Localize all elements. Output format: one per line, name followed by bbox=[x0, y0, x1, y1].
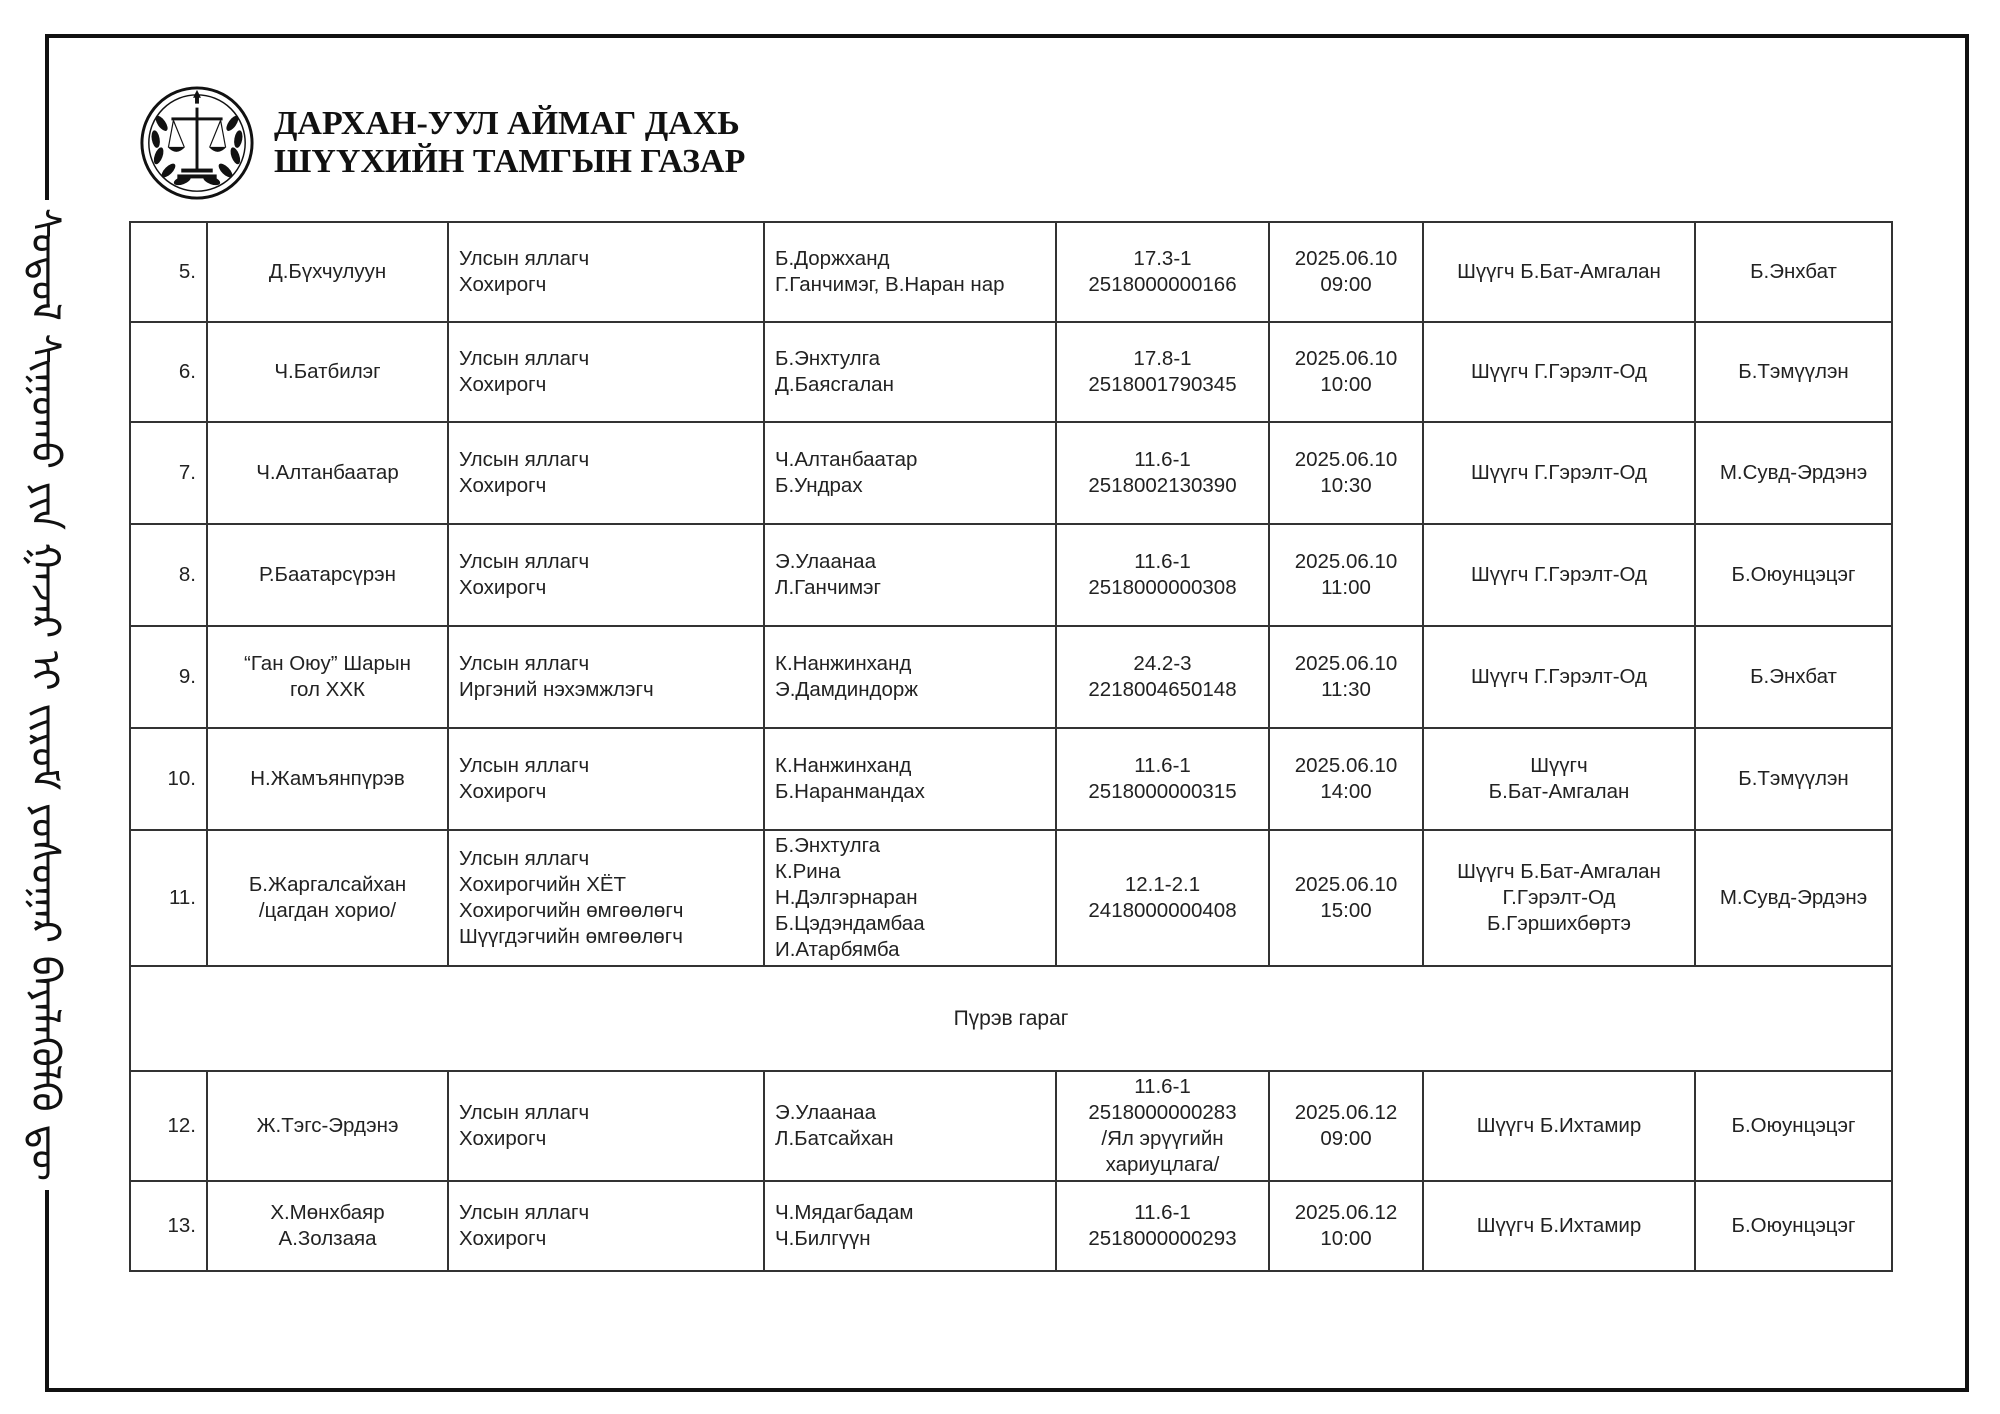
hearing-time-cell bbox=[1269, 830, 1423, 966]
parties-cell-line: К.Рина bbox=[775, 860, 841, 883]
roles-cell-line: Улсын яллагч bbox=[459, 847, 590, 870]
document-header bbox=[138, 84, 745, 202]
roles-cell bbox=[448, 830, 764, 966]
parties-cell-line: К.Нанжинханд bbox=[775, 652, 912, 675]
hearing-time-cell bbox=[1269, 222, 1423, 322]
hearing-time-cell bbox=[1269, 422, 1423, 524]
hearing-time-cell-line: 11:30 bbox=[1321, 678, 1371, 701]
parties-cell-line: Л.Батсайхан bbox=[775, 1127, 894, 1150]
hearing-time-cell-line: 15:00 bbox=[1320, 899, 1372, 922]
parties-cell-line: Б.Цэдэндамбаа bbox=[775, 912, 925, 935]
judge-cell bbox=[1423, 728, 1695, 830]
table-row bbox=[130, 222, 1892, 322]
case-ref-cell bbox=[1056, 1181, 1269, 1271]
case-ref-cell-line: /Ял эрүүгийн bbox=[1101, 1127, 1224, 1150]
judge-cell-line: Шүүгч Г.Гэрэлт-Од bbox=[1470, 563, 1648, 586]
case-ref-cell-line: 17.8-1 bbox=[1133, 347, 1192, 370]
judge-cell-line: Шүүгч bbox=[1530, 754, 1588, 777]
case-ref-cell-line: 2518000000166 bbox=[1088, 273, 1237, 296]
court-name-line-1: ДАРХАН-УУЛ АЙМАГ ДАХЬ bbox=[274, 105, 740, 142]
judge-cell bbox=[1423, 1181, 1695, 1271]
judge-cell-line: Шүүгч Г.Гэрэлт-Од bbox=[1470, 461, 1648, 484]
roles-cell-line: Хохирогч bbox=[459, 780, 547, 803]
judge-cell bbox=[1423, 322, 1695, 422]
case-ref-cell-line: 2218004650148 bbox=[1088, 678, 1237, 701]
case-ref-cell bbox=[1056, 728, 1269, 830]
roles-cell-line: Хохирогч bbox=[459, 474, 547, 497]
case-ref-cell bbox=[1056, 1071, 1269, 1181]
case-ref-cell bbox=[1056, 222, 1269, 322]
hearing-schedule-table bbox=[129, 221, 1893, 1272]
parties-cell-line: Н.Дэлгэрнаран bbox=[775, 886, 918, 909]
case-number-cell: 7. bbox=[130, 422, 207, 524]
hearing-time-cell-line: 2025.06.10 bbox=[1294, 754, 1398, 777]
roles-cell-line: Хохирогч bbox=[459, 373, 547, 396]
case-ref-cell-line: 11.6-1 bbox=[1134, 1201, 1191, 1224]
table-row bbox=[130, 1181, 1892, 1271]
judge-cell bbox=[1423, 830, 1695, 966]
case-ref-cell-line: 2518000000308 bbox=[1088, 576, 1237, 599]
table-row bbox=[130, 1071, 1892, 1181]
hearing-time-cell-line: 2025.06.10 bbox=[1294, 247, 1398, 270]
parties-cell-line: Г.Ганчимэг, В.Наран нар bbox=[775, 273, 1005, 296]
hearing-time-cell-line: 2025.06.12 bbox=[1294, 1101, 1398, 1124]
case-ref-cell-line: 24.2-3 bbox=[1133, 652, 1192, 675]
court-name-line-2: ШҮҮХИЙН ТАМГЫН ГАЗАР bbox=[274, 143, 746, 180]
defendant-cell-line: Х.Мөнхбаяр bbox=[270, 1201, 385, 1224]
judge-cell-line: Шүүгч Г.Гэрэлт-Од bbox=[1470, 360, 1648, 383]
roles-cell bbox=[448, 728, 764, 830]
table-row bbox=[130, 524, 1892, 626]
case-number-cell: 5. bbox=[130, 222, 207, 322]
judge-cell-line: Шүүгч Б.Бат-Амгалан bbox=[1457, 260, 1661, 283]
clerk-cell: М.Сувд-Эрдэнэ bbox=[1695, 830, 1892, 966]
defendant-cell-line: Б.Жаргалсайхан bbox=[248, 873, 407, 896]
case-ref-cell-line: 2518000000293 bbox=[1088, 1227, 1237, 1250]
parties-cell-line: Б.Ундрах bbox=[775, 474, 863, 497]
clerk-cell: Б.Оюунцэцэг bbox=[1695, 524, 1892, 626]
roles-cell-line: Улсын яллагч bbox=[459, 754, 590, 777]
parties-cell bbox=[764, 422, 1056, 524]
defendant-cell bbox=[207, 1071, 448, 1181]
defendant-cell bbox=[207, 322, 448, 422]
roles-cell-line: Хохирогч bbox=[459, 1227, 547, 1250]
defendant-cell-line: Д.Бүхчулуун bbox=[268, 260, 387, 283]
roles-cell-line: Хохирогч bbox=[459, 273, 547, 296]
vertical-mongolian-script bbox=[6, 200, 84, 1190]
hearing-time-cell-line: 14:00 bbox=[1320, 780, 1372, 803]
case-ref-cell-line: 11.6-1 bbox=[1134, 550, 1191, 573]
roles-cell-line: Хохирогчийн өмгөөлөгч bbox=[459, 899, 684, 922]
side-script-text: ᠰᠤᠳᠤᠯ ᠰᠢᠭᠤᠬᠤ ᠶᠢᠨ ᠭᠠᠵᠠᠷ ᠢ ᠵᠢᠷᠤᠮ ᠶᠣᠰᠤᠭᠠᠷ ᠪᠡᠶᠡᠯᠡᠭᠦᠯᠬᠦ ᠳᠦ bbox=[22, 208, 68, 1182]
judge-cell bbox=[1423, 626, 1695, 728]
case-ref-cell-line: 11.6-1 bbox=[1134, 1075, 1191, 1098]
case-number-cell: 8. bbox=[130, 524, 207, 626]
hearing-time-cell bbox=[1269, 728, 1423, 830]
case-ref-cell-line: 11.6-1 bbox=[1134, 754, 1191, 777]
roles-cell-line: Улсын яллагч bbox=[459, 550, 590, 573]
case-ref-cell bbox=[1056, 626, 1269, 728]
judge-cell bbox=[1423, 524, 1695, 626]
roles-cell bbox=[448, 422, 764, 524]
roles-cell bbox=[448, 524, 764, 626]
case-number-cell: 11. bbox=[130, 830, 207, 966]
court-name bbox=[274, 105, 745, 181]
hearing-time-cell-line: 09:00 bbox=[1320, 1127, 1372, 1150]
case-ref-cell-line: 2518002130390 bbox=[1088, 474, 1237, 497]
roles-cell-line: Хохирогчийн ХЁТ bbox=[459, 873, 627, 896]
hearing-time-cell bbox=[1269, 524, 1423, 626]
judge-cell bbox=[1423, 422, 1695, 524]
roles-cell bbox=[448, 1071, 764, 1181]
parties-cell-line: Ч.Мядагбадам bbox=[775, 1201, 914, 1224]
hearing-time-cell-line: 2025.06.10 bbox=[1294, 347, 1398, 370]
parties-cell-line: К.Нанжинханд bbox=[775, 754, 912, 777]
roles-cell-line: Хохирогч bbox=[459, 1127, 547, 1150]
case-ref-cell-line: 17.3-1 bbox=[1133, 247, 1192, 270]
defendant-cell-line: А.Золзаяа bbox=[278, 1227, 377, 1250]
defendant-cell bbox=[207, 524, 448, 626]
roles-cell-line: Иргэний нэхэмжлэгч bbox=[459, 678, 654, 701]
judge-cell-line: Шүүгч Б.Ихтамир bbox=[1476, 1214, 1642, 1237]
defendant-cell-line: Ж.Тэгс-Эрдэнэ bbox=[256, 1114, 399, 1137]
table-row bbox=[130, 422, 1892, 524]
judge-cell-line: Шүүгч Б.Ихтамир bbox=[1476, 1114, 1642, 1137]
day-separator-label: Пүрэв гараг bbox=[130, 966, 1892, 1071]
case-number-cell: 12. bbox=[130, 1071, 207, 1181]
defendant-cell bbox=[207, 422, 448, 524]
table-row bbox=[130, 322, 1892, 422]
hearing-time-cell-line: 2025.06.10 bbox=[1294, 448, 1398, 471]
clerk-cell: Б.Тэмүүлэн bbox=[1695, 322, 1892, 422]
parties-cell bbox=[764, 830, 1056, 966]
judge-cell bbox=[1423, 222, 1695, 322]
roles-cell-line: Улсын яллагч bbox=[459, 347, 590, 370]
judge-cell-line: Б.Гэршихбөртэ bbox=[1487, 912, 1631, 935]
hearing-time-cell-line: 11:00 bbox=[1321, 576, 1371, 599]
defendant-cell-line: Р.Баатарсүрэн bbox=[259, 563, 396, 586]
roles-cell-line: Улсын яллагч bbox=[459, 448, 590, 471]
parties-cell-line: Ч.Алтанбаатар bbox=[775, 448, 918, 471]
hearing-time-cell-line: 10:30 bbox=[1320, 474, 1372, 497]
parties-cell bbox=[764, 1181, 1056, 1271]
parties-cell-line: Ч.Билгүүн bbox=[775, 1227, 871, 1250]
case-ref-cell-line: 11.6-1 bbox=[1134, 448, 1191, 471]
case-number-cell: 13. bbox=[130, 1181, 207, 1271]
clerk-cell: Б.Оюунцэцэг bbox=[1695, 1071, 1892, 1181]
hearing-time-cell-line: 10:00 bbox=[1320, 1227, 1372, 1250]
judge-cell bbox=[1423, 1071, 1695, 1181]
case-ref-cell bbox=[1056, 422, 1269, 524]
roles-cell bbox=[448, 222, 764, 322]
parties-cell-line: Б.Наранмандах bbox=[775, 780, 925, 803]
parties-cell-line: Б.Энхтулга bbox=[775, 347, 881, 370]
judge-cell-line: Б.Бат-Амгалан bbox=[1488, 780, 1630, 803]
clerk-cell: Б.Тэмүүлэн bbox=[1695, 728, 1892, 830]
case-ref-cell bbox=[1056, 524, 1269, 626]
judge-cell-line: Шүүгч Г.Гэрэлт-Од bbox=[1470, 665, 1648, 688]
table-row bbox=[130, 830, 1892, 966]
roles-cell-line: Шүүгдэгчийн өмгөөлөгч bbox=[459, 925, 683, 948]
parties-cell bbox=[764, 322, 1056, 422]
clerk-cell: М.Сувд-Эрдэнэ bbox=[1695, 422, 1892, 524]
case-number-cell: 6. bbox=[130, 322, 207, 422]
roles-cell-line: Хохирогч bbox=[459, 576, 547, 599]
roles-cell-line: Улсын яллагч bbox=[459, 652, 590, 675]
judge-cell-line: Г.Гэрэлт-Од bbox=[1502, 886, 1616, 909]
hearing-time-cell-line: 2025.06.12 bbox=[1294, 1201, 1398, 1224]
hearing-time-cell-line: 09:00 bbox=[1320, 273, 1372, 296]
defendant-cell bbox=[207, 222, 448, 322]
hearing-time-cell-line: 10:00 bbox=[1320, 373, 1372, 396]
parties-cell bbox=[764, 524, 1056, 626]
defendant-cell-line: гол ХХК bbox=[290, 678, 365, 701]
table-row bbox=[130, 728, 1892, 830]
parties-cell-line: Э.Улаанаа bbox=[775, 1101, 876, 1124]
parties-cell bbox=[764, 728, 1056, 830]
defendant-cell bbox=[207, 626, 448, 728]
hearing-time-cell-line: 2025.06.10 bbox=[1294, 652, 1398, 675]
defendant-cell-line: Н.Жамъянпүрэв bbox=[250, 767, 405, 790]
parties-cell bbox=[764, 626, 1056, 728]
hearing-time-cell bbox=[1269, 1071, 1423, 1181]
table-row bbox=[130, 626, 1892, 728]
court-emblem-icon bbox=[138, 84, 256, 202]
parties-cell-line: Б.Энхтулга bbox=[775, 834, 881, 857]
roles-cell bbox=[448, 626, 764, 728]
case-number-cell: 10. bbox=[130, 728, 207, 830]
defendant-cell-line: Ч.Алтанбаатар bbox=[256, 461, 399, 484]
parties-cell bbox=[764, 222, 1056, 322]
clerk-cell: Б.Энхбат bbox=[1695, 222, 1892, 322]
schedule-body bbox=[130, 222, 1892, 1271]
hearing-time-cell-line: 2025.06.10 bbox=[1294, 873, 1398, 896]
roles-cell bbox=[448, 1181, 764, 1271]
case-ref-cell-line: 2518000000283 bbox=[1088, 1101, 1237, 1124]
case-number-cell: 9. bbox=[130, 626, 207, 728]
case-ref-cell-line: 12.1-2.1 bbox=[1124, 873, 1201, 896]
defendant-cell-line: “Ган Оюу” Шарын bbox=[244, 652, 411, 675]
roles-cell-line: Улсын яллагч bbox=[459, 1201, 590, 1224]
hearing-time-cell bbox=[1269, 322, 1423, 422]
defendant-cell bbox=[207, 1181, 448, 1271]
hearing-time-cell bbox=[1269, 1181, 1423, 1271]
defendant-cell-line: /цагдан хорио/ bbox=[258, 899, 397, 922]
defendant-cell bbox=[207, 830, 448, 966]
judge-cell-line: Шүүгч Б.Бат-Амгалан bbox=[1457, 860, 1661, 883]
roles-cell-line: Улсын яллагч bbox=[459, 1101, 590, 1124]
day-separator-row bbox=[130, 966, 1892, 1071]
case-ref-cell-line: 2518001790345 bbox=[1088, 373, 1237, 396]
parties-cell bbox=[764, 1071, 1056, 1181]
parties-cell-line: Д.Баясгалан bbox=[775, 373, 894, 396]
defendant-cell-line: Ч.Батбилэг bbox=[274, 360, 381, 383]
parties-cell-line: Э.Улаанаа bbox=[775, 550, 876, 573]
case-ref-cell bbox=[1056, 830, 1269, 966]
clerk-cell: Б.Оюунцэцэг bbox=[1695, 1181, 1892, 1271]
case-ref-cell-line: 2518000000315 bbox=[1088, 780, 1237, 803]
defendant-cell bbox=[207, 728, 448, 830]
parties-cell-line: Б.Доржханд bbox=[775, 247, 890, 270]
case-ref-cell-line: 2418000000408 bbox=[1088, 899, 1237, 922]
hearing-time-cell-line: 2025.06.10 bbox=[1294, 550, 1398, 573]
case-ref-cell bbox=[1056, 322, 1269, 422]
case-ref-cell-line: хариуцлага/ bbox=[1105, 1153, 1220, 1176]
roles-cell bbox=[448, 322, 764, 422]
parties-cell-line: Э.Дамдиндорж bbox=[775, 678, 919, 701]
roles-cell-line: Улсын яллагч bbox=[459, 247, 590, 270]
hearing-time-cell bbox=[1269, 626, 1423, 728]
parties-cell-line: И.Атарбямба bbox=[775, 938, 900, 961]
clerk-cell: Б.Энхбат bbox=[1695, 626, 1892, 728]
parties-cell-line: Л.Ганчимэг bbox=[775, 576, 881, 599]
